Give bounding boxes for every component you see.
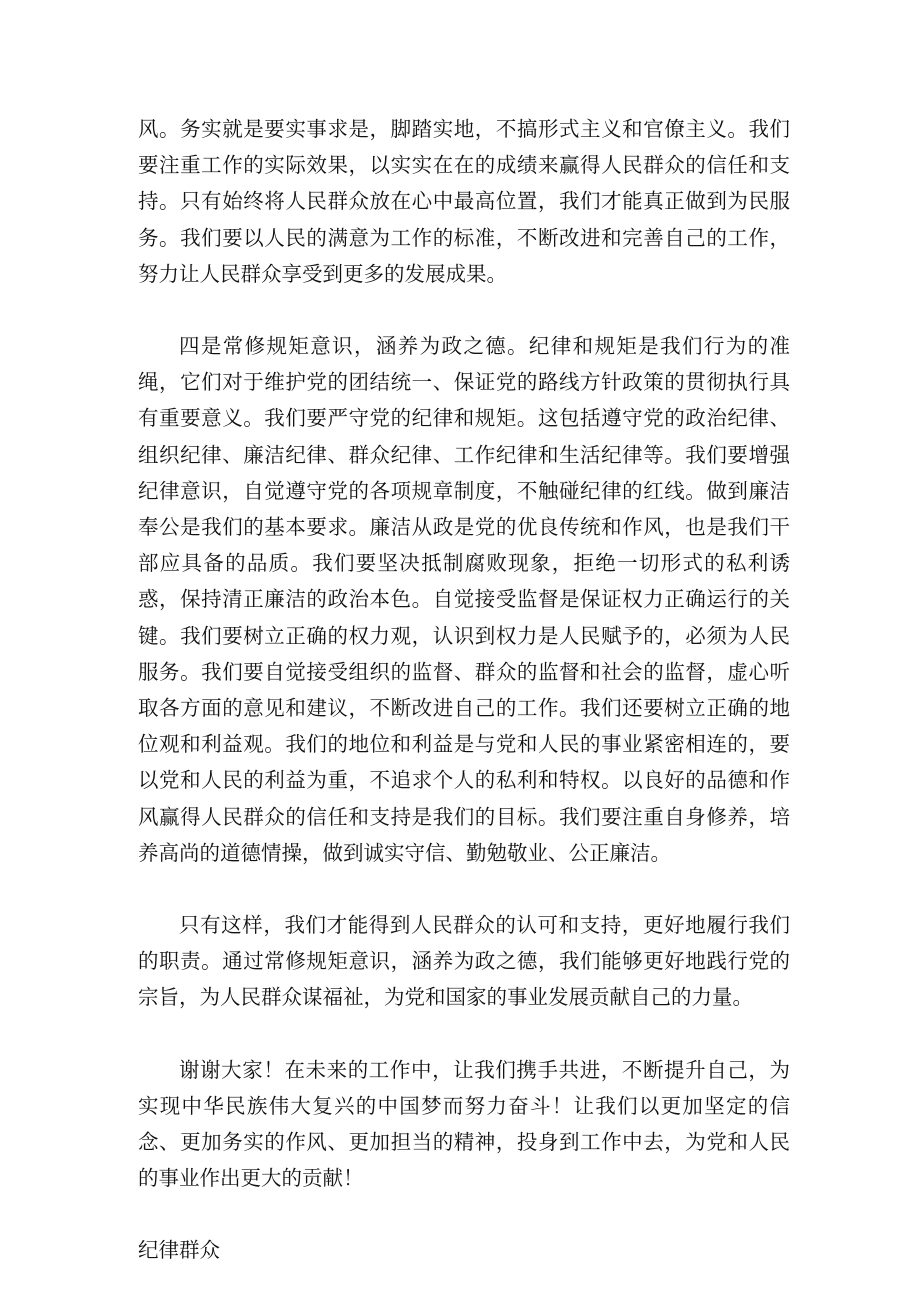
paragraph-2: 四是常修规矩意识，涵养为政之德。纪律和规矩是我们行为的准绳，它们对于维护党的团结统一、保证党的路线方针政策的贯彻执行具有重要意义。我们要严守党的纪律和规矩。这包括遵守党的政治纪律、组织纪律、廉洁纪律、群众纪律、工作纪律和生活纪律等。我们要增强纪律意识，自觉遵守党的各项规章制度，不触碰纪律的红线。做到廉洁奉公是我们的基本要求。廉洁从政是党的优良传统和作风，也是我们干部应具备的品质。我们要坚决抵制腐败现象，拒绝一切形式的私利诱惑，保持清正廉洁的政治本色。自觉接受监督是保证权力正确运行的关键。我们要树立正确的权力观，认识到权力是人民赋予的，必须为人民服务。我们要自觉接受组织的监督、群众的监督和社会的监督，虚心听取各方面的意见和建议，不断改进自己的工作。我们还要树立正确的地位观和利益观。我们的地位和利益是与党和人民的事业紧密相连的，要以党和人民的利益为重，不追求个人的私利和特权。以良好的品德和作风赢得人民群众的信任和支持是我们的目标。我们要注重自身修养，培养高尚的道德情操，做到诚实守信、勤勉敬业、公正廉洁。 (138, 334, 790, 865)
document-tags: 纪律群众 (138, 1238, 220, 1263)
paragraph-1: 风。务实就是要实事求是，脚踏实地，不搞形式主义和官僚主义。我们要注重工作的实际效果，以实实在在的成绩来赢得人民群众的信任和支持。只有始终将人民群众放在心中最高位置，我们才能真正做到为民服务。我们要以人民的满意为工作的标准，不断改进和完善自己的工作，努力让人民群众享受到更多的发展成果。 (138, 117, 790, 286)
paragraph-3: 只有这样，我们才能得到人民群众的认可和支持，更好地履行我们的职责。通过常修规矩意识，涵养为政之德，我们能够更好地践行党的宗旨，为人民群众谋福祉，为党和国家的事业发展贡献自己的力量。 (138, 913, 790, 1010)
document-page (138, 111, 790, 1269)
paragraph-4: 谢谢大家！在未来的工作中，让我们携手共进，不断提升自己，为实现中华民族伟大复兴的中国梦而努力奋斗！让我们以更加坚定的信念、更加务实的作风、更加担当的精神，投身到工作中去，为党和人民的事业作出更大的贡献！ (138, 1057, 790, 1191)
